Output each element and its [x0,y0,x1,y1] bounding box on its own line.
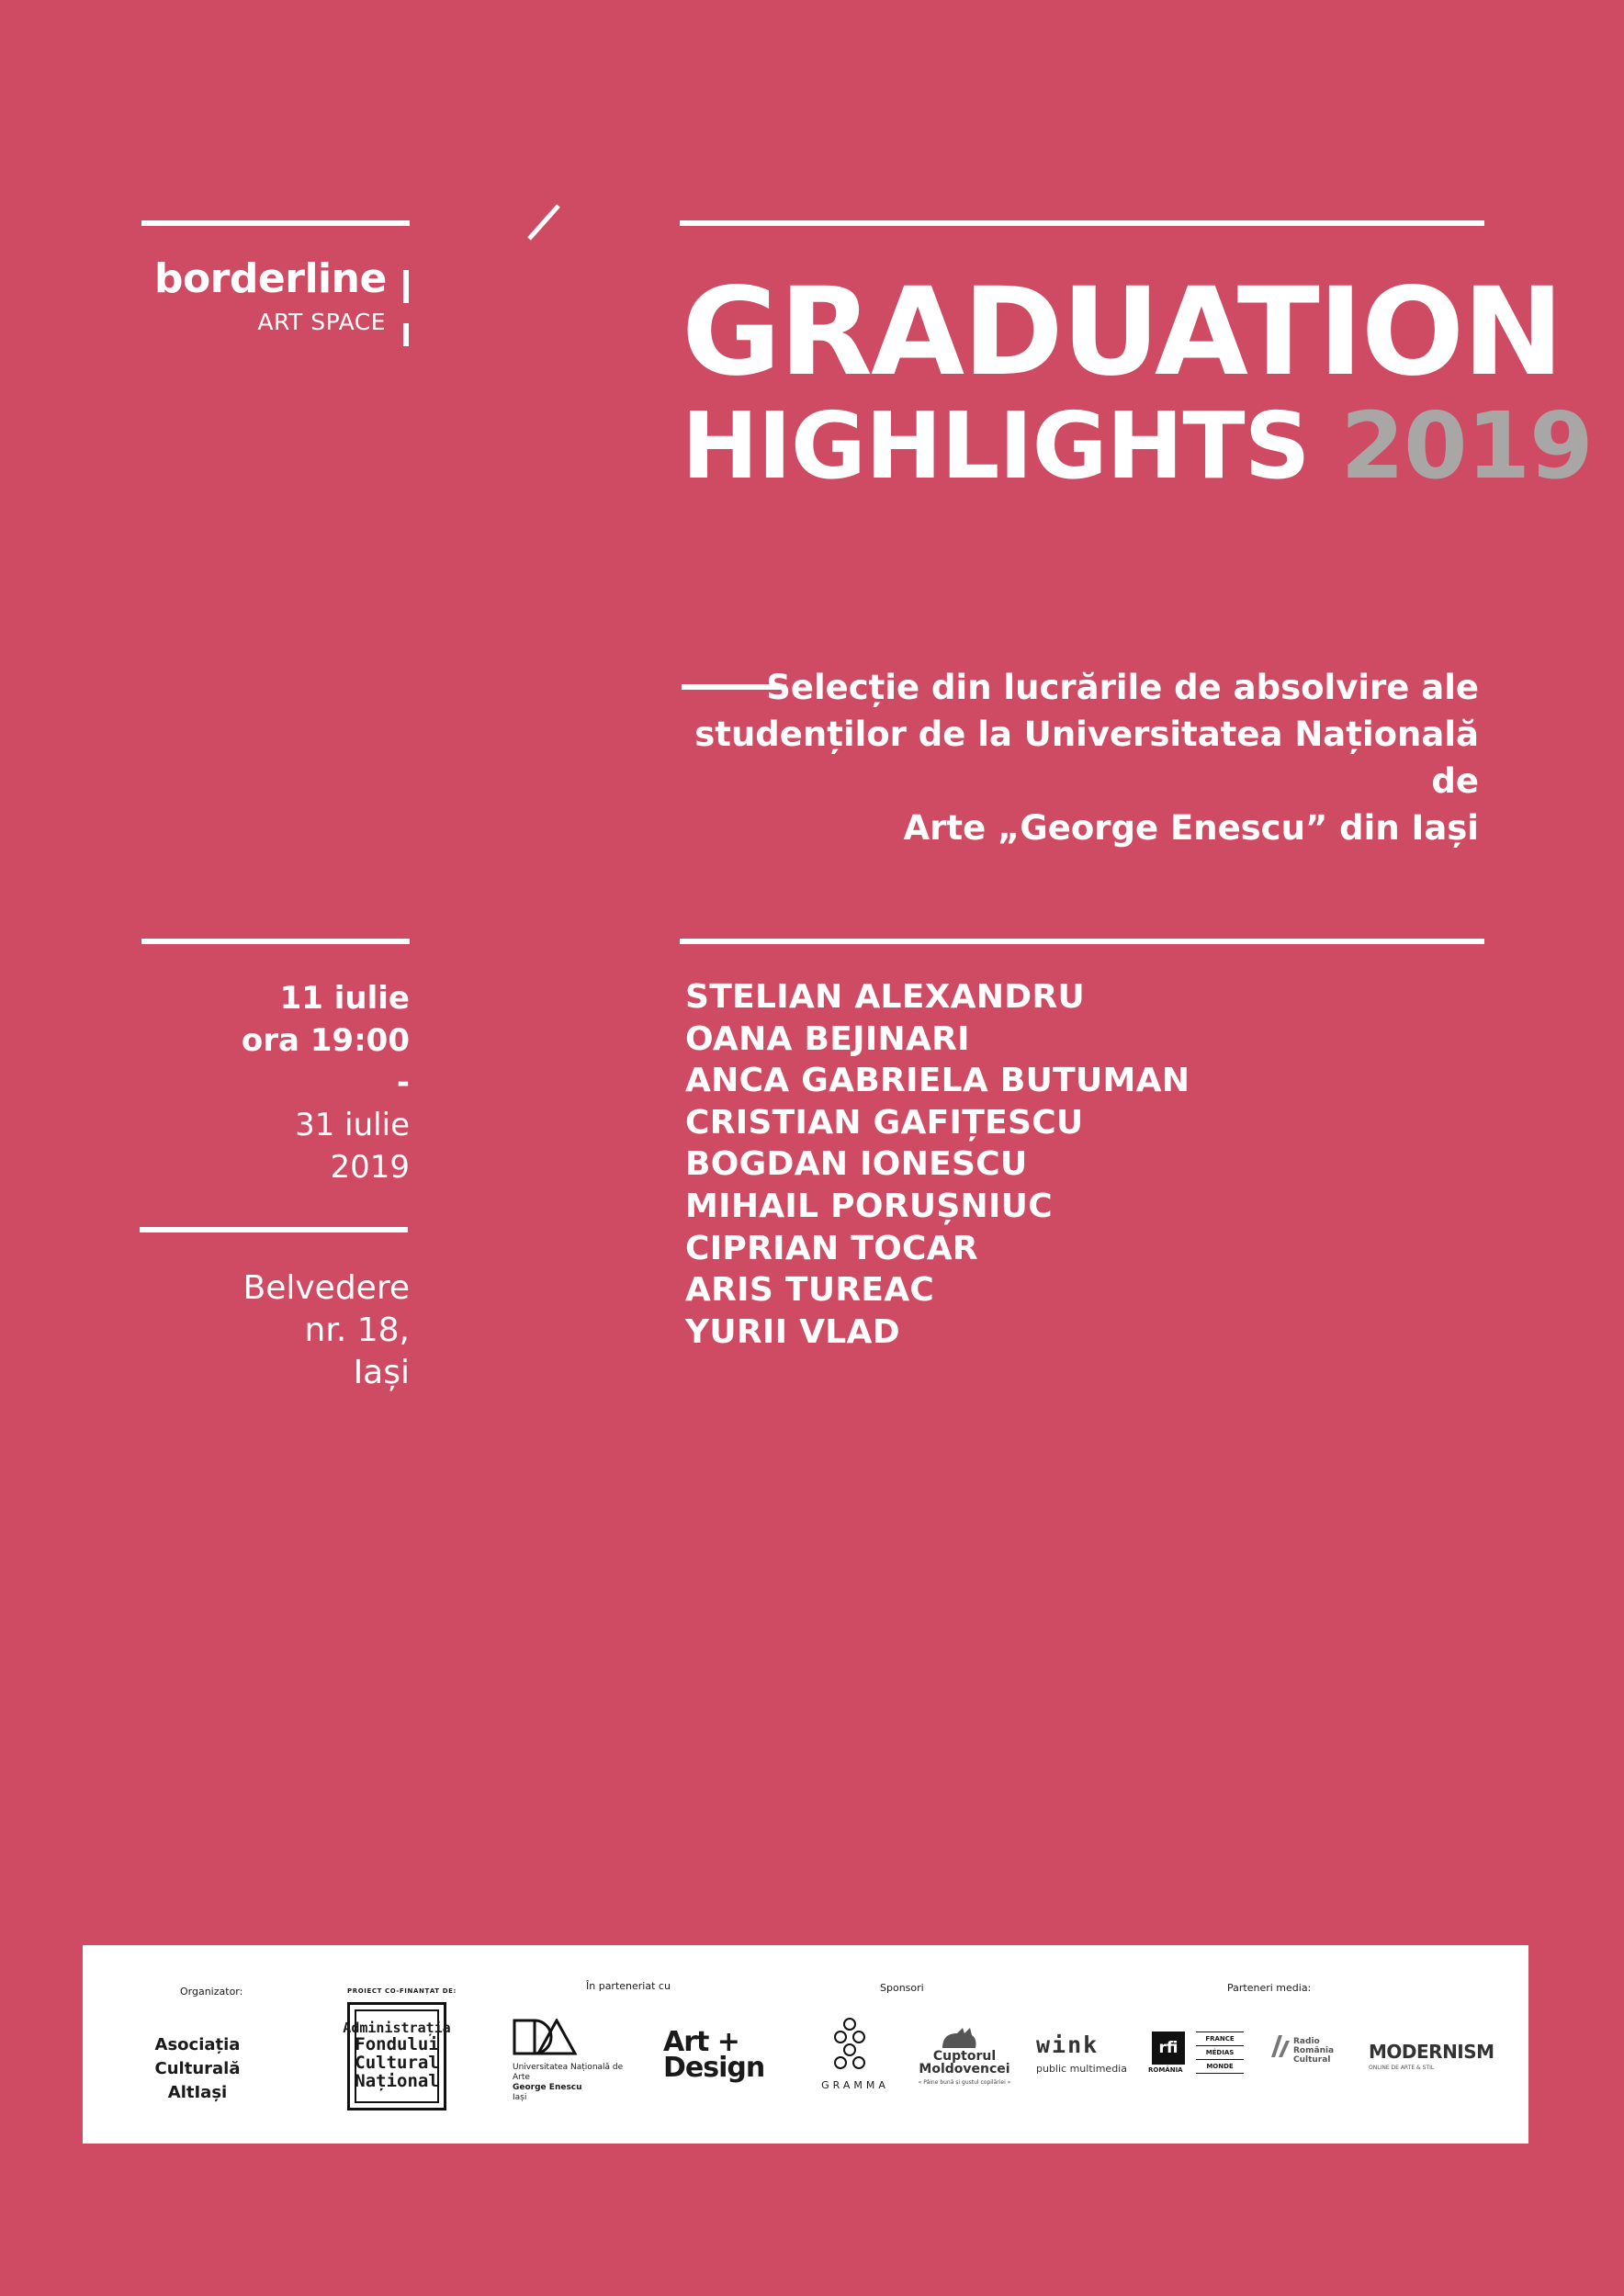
brand-exclamation-dot [403,323,409,346]
afcn-line4: Național [355,2070,439,2091]
unage-name [513,2063,641,2103]
location-city: Iași [353,1354,410,1391]
schedule [138,977,410,1188]
afcn-line1: Administrația [343,2020,451,2037]
location-number: nr. 18, [304,1311,410,1349]
unage-line2: George Enescu [513,2083,582,2092]
location [138,1267,410,1394]
end-day: 31 iulie [295,1107,410,1143]
artist-name: CIPRIAN TOCAR [685,1229,978,1267]
location-rule [140,1227,408,1232]
top-right-rule [680,220,1484,226]
top-left-rule [141,220,410,226]
sponsors-label: Sponsori [880,1982,924,1994]
rrc-line2: România [1293,2046,1335,2055]
organizer-name-line2: AltIași [167,2083,228,2102]
artist-name: BOGDAN IONESCU [685,1145,1028,1184]
artist-list [685,976,1438,1353]
modernism-subtitle: ONLINE DE ARTE & STIL [1369,2065,1435,2071]
grape-icon [827,2017,873,2076]
unage-line1: Universitatea Națională de Arte [513,2063,624,2082]
radio-romania-cultural-icon [1268,2033,1291,2059]
mid-left-rule [141,939,410,944]
cuptorul-line2: Moldovencei [919,2062,1010,2077]
title-line2 [682,392,1593,500]
subtitle-line1: Selecție din lucrările de absolvire ale [766,668,1479,707]
subtitle-line3: Arte „George Enescu” din Iași [903,808,1479,848]
brand-exclamation-bar [403,270,409,303]
rfi-monde: MONDE [1206,2063,1234,2070]
start-time: ora 19:00 [241,1022,410,1059]
rrc-line1: Radio [1293,2037,1320,2046]
artist-name: MIHAIL PORUȘNIUC [685,1187,1053,1225]
slash-mark [527,204,560,241]
artist-name: YURII VLAD [685,1312,900,1351]
organizer-name-line1: Asociația Culturală [154,2035,241,2078]
modernism-logo: MODERNISM [1369,2041,1494,2063]
wink-logo: wink [1036,2032,1100,2058]
artist-name: CRISTIAN GAFIȚESCU [685,1103,1084,1142]
rfi-romania: ROMÂNIA [1148,2066,1183,2074]
end-year: 2019 [330,1149,410,1186]
artist-name: ARIS TUREAC [685,1271,935,1310]
afcn-line3: Cultural [355,2052,439,2073]
radio-romania-cultural [1293,2037,1334,2065]
rfi-logo: rfi [1152,2032,1185,2065]
art-design-line1: Art + [663,2026,739,2058]
title-line1: GRADUATION [682,262,1562,403]
cofunded-label: PROIECT CO-FINANȚAT DE: [347,1987,457,1995]
mid-right-rule [680,939,1484,944]
organizer-label: Organizator: [180,1986,243,1998]
rfi-france: FRANCE [1196,2032,1244,2046]
artist-name: ANCA GABRIELA BUTUMAN [685,1062,1190,1100]
start-day: 11 iulie [279,980,410,1017]
sponsor-strip [83,1945,1528,2144]
brand-name: borderline [154,255,387,302]
artist-name: STELIAN ALEXANDRU [685,978,1086,1016]
cuptorul-logo [919,2050,1010,2076]
title-year: 2019 [1340,392,1593,500]
location-street: Belvedere [242,1269,410,1307]
cuptorul-line1: Cuptorul [932,2049,997,2064]
rfi-france-medias-monde [1196,2032,1244,2074]
art-design-logo [663,2026,765,2084]
partnership-label: În parteneriat cu [586,1980,671,1992]
brand-subtitle: ART SPACE [257,309,386,335]
artist-name: OANA BEJINARI [685,1019,970,1058]
organizer-name [119,2033,276,2105]
subtitle-line2: studenților de la Universitatea Națională de [694,715,1479,801]
rrc-line3: Cultural [1293,2055,1331,2065]
wink-subtitle: public multimedia [1036,2063,1127,2075]
date-separator: - [396,1064,410,1101]
media-label: Parteneri media: [1227,1982,1312,1994]
cat-icon [939,2024,979,2050]
subtitle [682,664,1479,851]
art-design-line2: Design [663,2052,765,2084]
unage-logo-icon [513,2019,590,2055]
unage-line3: Iași [513,2093,527,2102]
afcn-logo [343,2002,451,2110]
title-highlights: HIGHLIGHTS [682,392,1310,500]
cuptorul-tagline: « Pâine bună și gustul copilăriei » [918,2079,1011,2086]
gramma-name: GRAMMA [821,2079,889,2091]
afcn-line2: Fondului [355,2033,439,2054]
rfi-medias: MÉDIAS [1196,2046,1244,2060]
